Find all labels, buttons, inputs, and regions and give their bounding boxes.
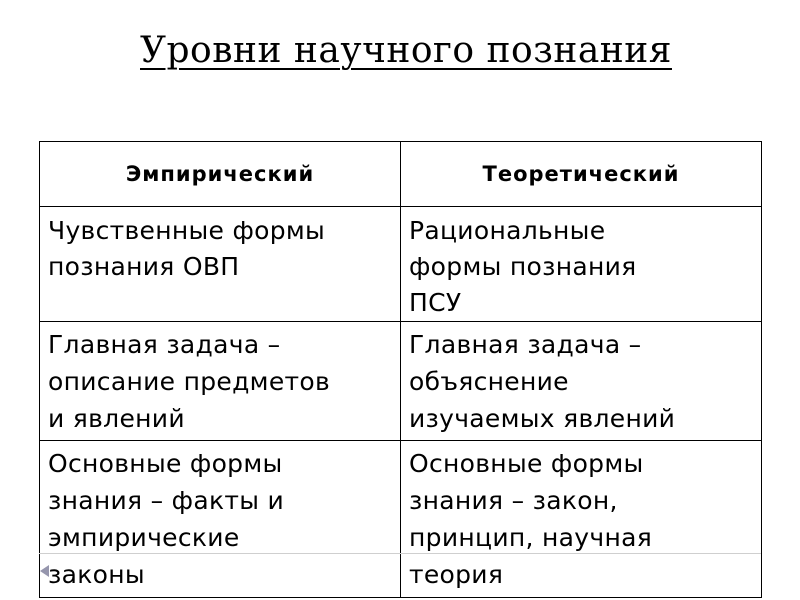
table-row	[40, 441, 762, 598]
table-cell	[401, 441, 762, 598]
header-empirical: Эмпирический	[40, 142, 401, 207]
table-cell	[401, 322, 762, 441]
table-cell	[40, 441, 401, 598]
cell-text: Чувственные формы познания ОВП	[48, 216, 326, 281]
table-header-row	[40, 142, 762, 207]
table-cell	[40, 207, 401, 322]
table-cell	[40, 322, 401, 441]
cell-text: Главная задача – объяснение изучаемых явлений	[409, 330, 676, 433]
levels-table	[39, 141, 762, 598]
table-row	[40, 207, 762, 322]
cell-text: Главная задача – описание предметов и явлений	[48, 330, 330, 433]
header-theoretical: Теоретический	[401, 142, 762, 207]
slide-nav-arrow-icon[interactable]	[40, 565, 49, 577]
table-row	[40, 322, 762, 441]
bottom-rule	[39, 553, 761, 554]
cell-text: Основные формы знания – факты и эмпирические законы	[48, 449, 285, 589]
cell-text: Основные формы знания – закон, принцип, научная теория	[409, 449, 653, 589]
table-cell	[401, 207, 762, 322]
slide-title: Уровни научного познания	[140, 30, 672, 71]
cell-text: Рациональные формы познания ПСУ	[409, 216, 637, 317]
